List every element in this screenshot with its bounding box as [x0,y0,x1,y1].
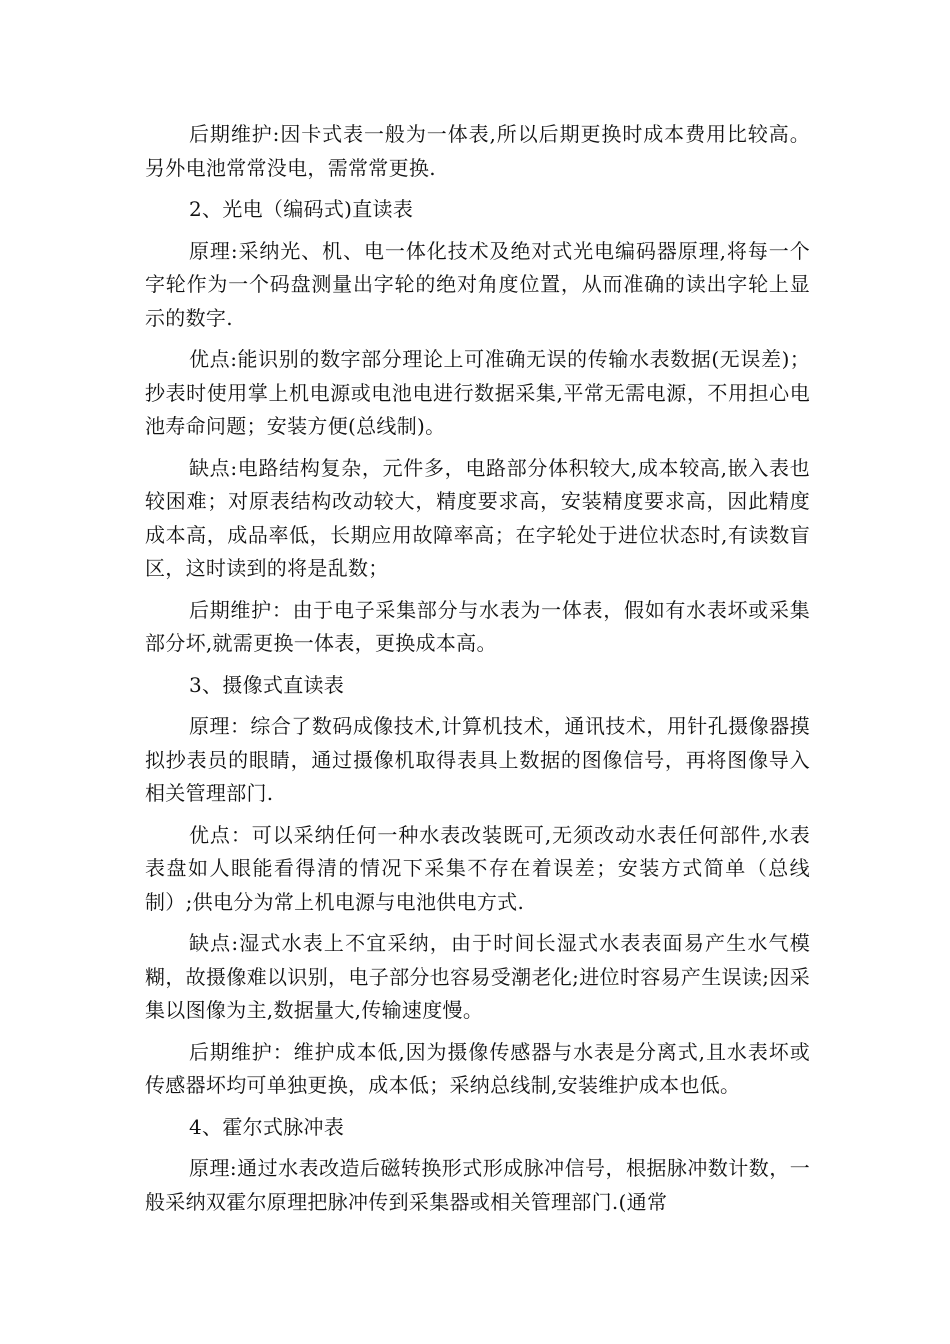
paragraph-principle-hall: 原理:通过水表改造后磁转换形式形成脉冲信号，根据脉冲数计数，一般采纳双霍尔原理把脉冲传到采集器或相关管理部门.(通常 [145,1156,810,1214]
section-heading-photoelectric-meter: 2、光电（编码式)直读表 [189,197,414,221]
paragraph-disadvantages-camera: 缺点:湿式水表上不宜采纳，由于时间长湿式水表表面易产生水气模糊，故摄像难以识别，电子部分也容易受潮老化;进位时容易产生误读;因采集以图像为主,数据量大,传输速度慢。 [145,931,810,1022]
paragraph-disadvantages-photoelectric: 缺点:电路结构复杂，元件多，电路部分体积较大,成本较高,嵌入表也较困难；对原表结构改动较大，精度要求高，安装精度要求高，因此精度成本高，成品率低，长期应用故障率高；在字轮处于进位状态时,有读数盲区，这时读到的将是乱数； [145,455,810,580]
section-heading-camera-meter: 3、摄像式直读表 [189,672,345,697]
paragraph-maintenance-card-meter: 后期维护:因卡式表一般为一体表,所以后期更换时成本费用比较高。另外电池常常没电，需常常更换. [145,122,810,180]
paragraph-advantages-photoelectric: 优点:能识别的数字部分理论上可准确无误的传输水表数据(无误差)；抄表时使用掌上机电源或电池电进行数据采集,平常无需电源，不用担心电池寿命问题；安装方便(总线制)。 [145,347,810,438]
paragraph-maintenance-camera: 后期维护：维护成本低,因为摄像传感器与水表是分离式,且水表坏或传感器坏均可单独更换，成本低；采纳总线制,安装维护成本也低。 [145,1039,810,1097]
section-heading-hall-pulse-meter: 4、霍尔式脉冲表 [189,1114,345,1139]
document-body [145,118,810,1227]
paragraph-advantages-camera: 优点：可以采纳任何一种水表改装既可,无须改动水表任何部件,水表表盘如人眼能看得清的情况下采集不存在着误差；安装方式简单（总线制）;供电分为常上机电源与电池供电方式. [145,822,810,914]
paragraph-principle-camera: 原理：综合了数码成像技术,计算机技术，通讯技术，用针孔摄像器摸拟抄表员的眼睛，通过摄像机取得表具上数据的图像信号，再将图像导入相关管理部门. [145,714,810,805]
paragraph-maintenance-photoelectric: 后期维护：由于电子采集部分与水表为一体表，假如有水表坏或采集部分坏,就需更换一体表，更换成本高。 [145,597,810,655]
paragraph-principle-photoelectric: 原理:采纳光、机、电一体化技术及绝对式光电编码器原理,将每一个字轮作为一个码盘测量出字轮的绝对角度位置，从而准确的读出字轮上显示的数字. [145,238,810,330]
